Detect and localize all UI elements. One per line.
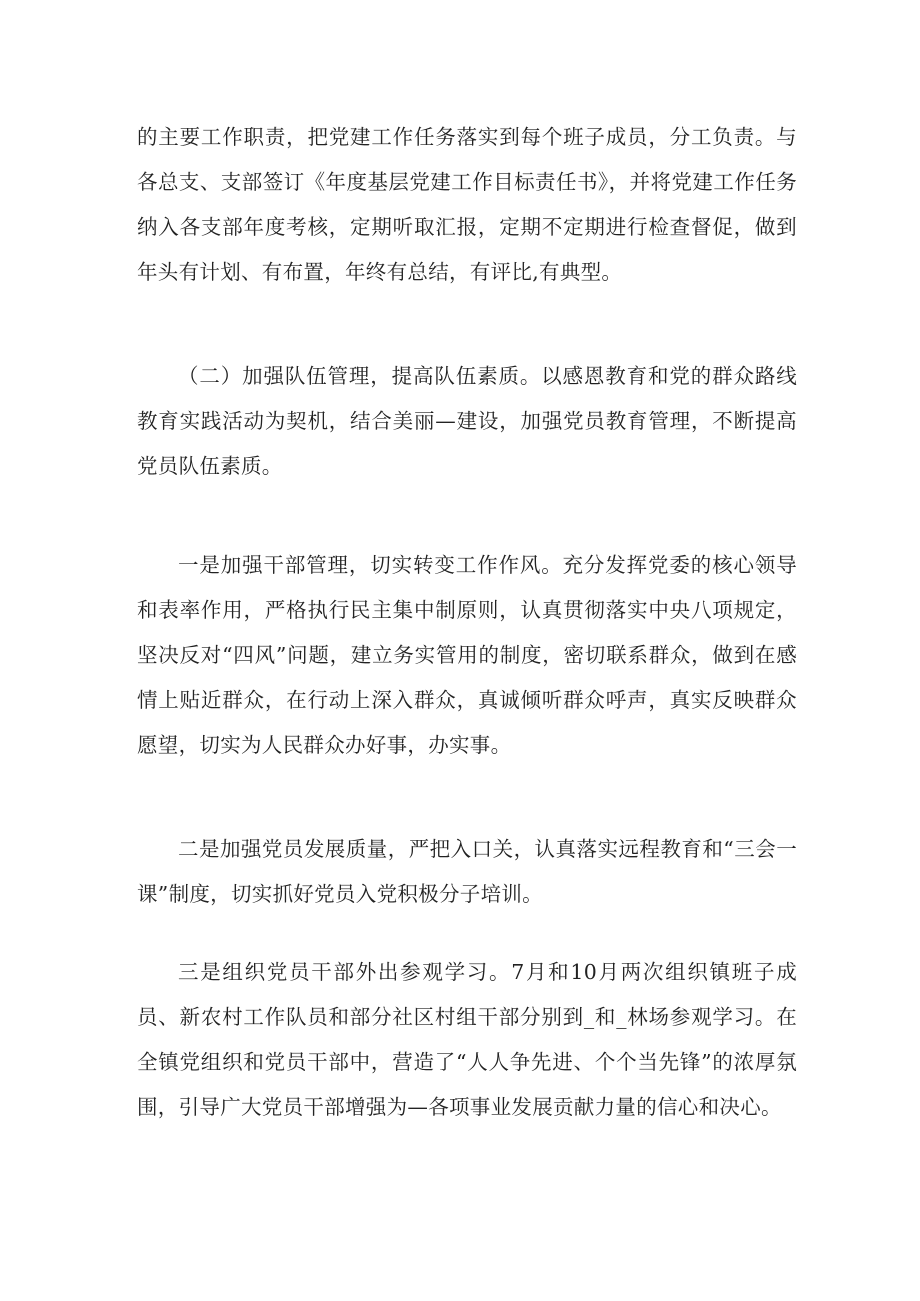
paragraph-member-development: 二是加强党员发展质量，严把入口关，认真落实远程教育和“三会一课”制度，切实抓好党员入党积极分子培训。: [137, 837, 797, 906]
paragraph-cadre-management: 一是加强干部管理，切实转变工作作风。充分发挥党委的核心领导和表率作用，严格执行民主集中制原则，认真贯彻落实中央八项规定，坚决反对“四风”问题，建立务实管用的制度，密切联系群众，做到在感情上贴近群众，在行动上深入群众，真诚倾听群众呼声，真实反映群众愿望，切实为人民群众办好事，办实事。: [137, 553, 797, 757]
paragraph-team-management: （二）加强队伍管理，提高队伍素质。以感恩教育和党的群众路线教育实践活动为契机，结合美丽—建设，加强党员教育管理，不断提高党员队伍素质。: [137, 364, 797, 478]
paragraph-responsibilities: 的主要工作职责，把党建工作任务落实到每个班子成员，分工负责。与各总支、支部签订《年度基层党建工作目标责任书》，并将党建工作任务纳入各支部年度考核，定期听取汇报，定期不定期进行检查督促，做到年头有计划、有布置，年终有总结，有评比,有典型。: [137, 125, 797, 284]
paragraph-study-tour: 三是组织党员干部外出参观学习。7月和10月两次组织镇班子成员、新农村工作队员和部分社区村组干部分别到_和_林场参观学习。在全镇党组织和党员干部中，营造了“人人争先进、个个当先锋”的浓厚氛围，引导广大党员干部增强为—各项事业发展贡献力量的信心和决心。: [137, 960, 797, 1119]
